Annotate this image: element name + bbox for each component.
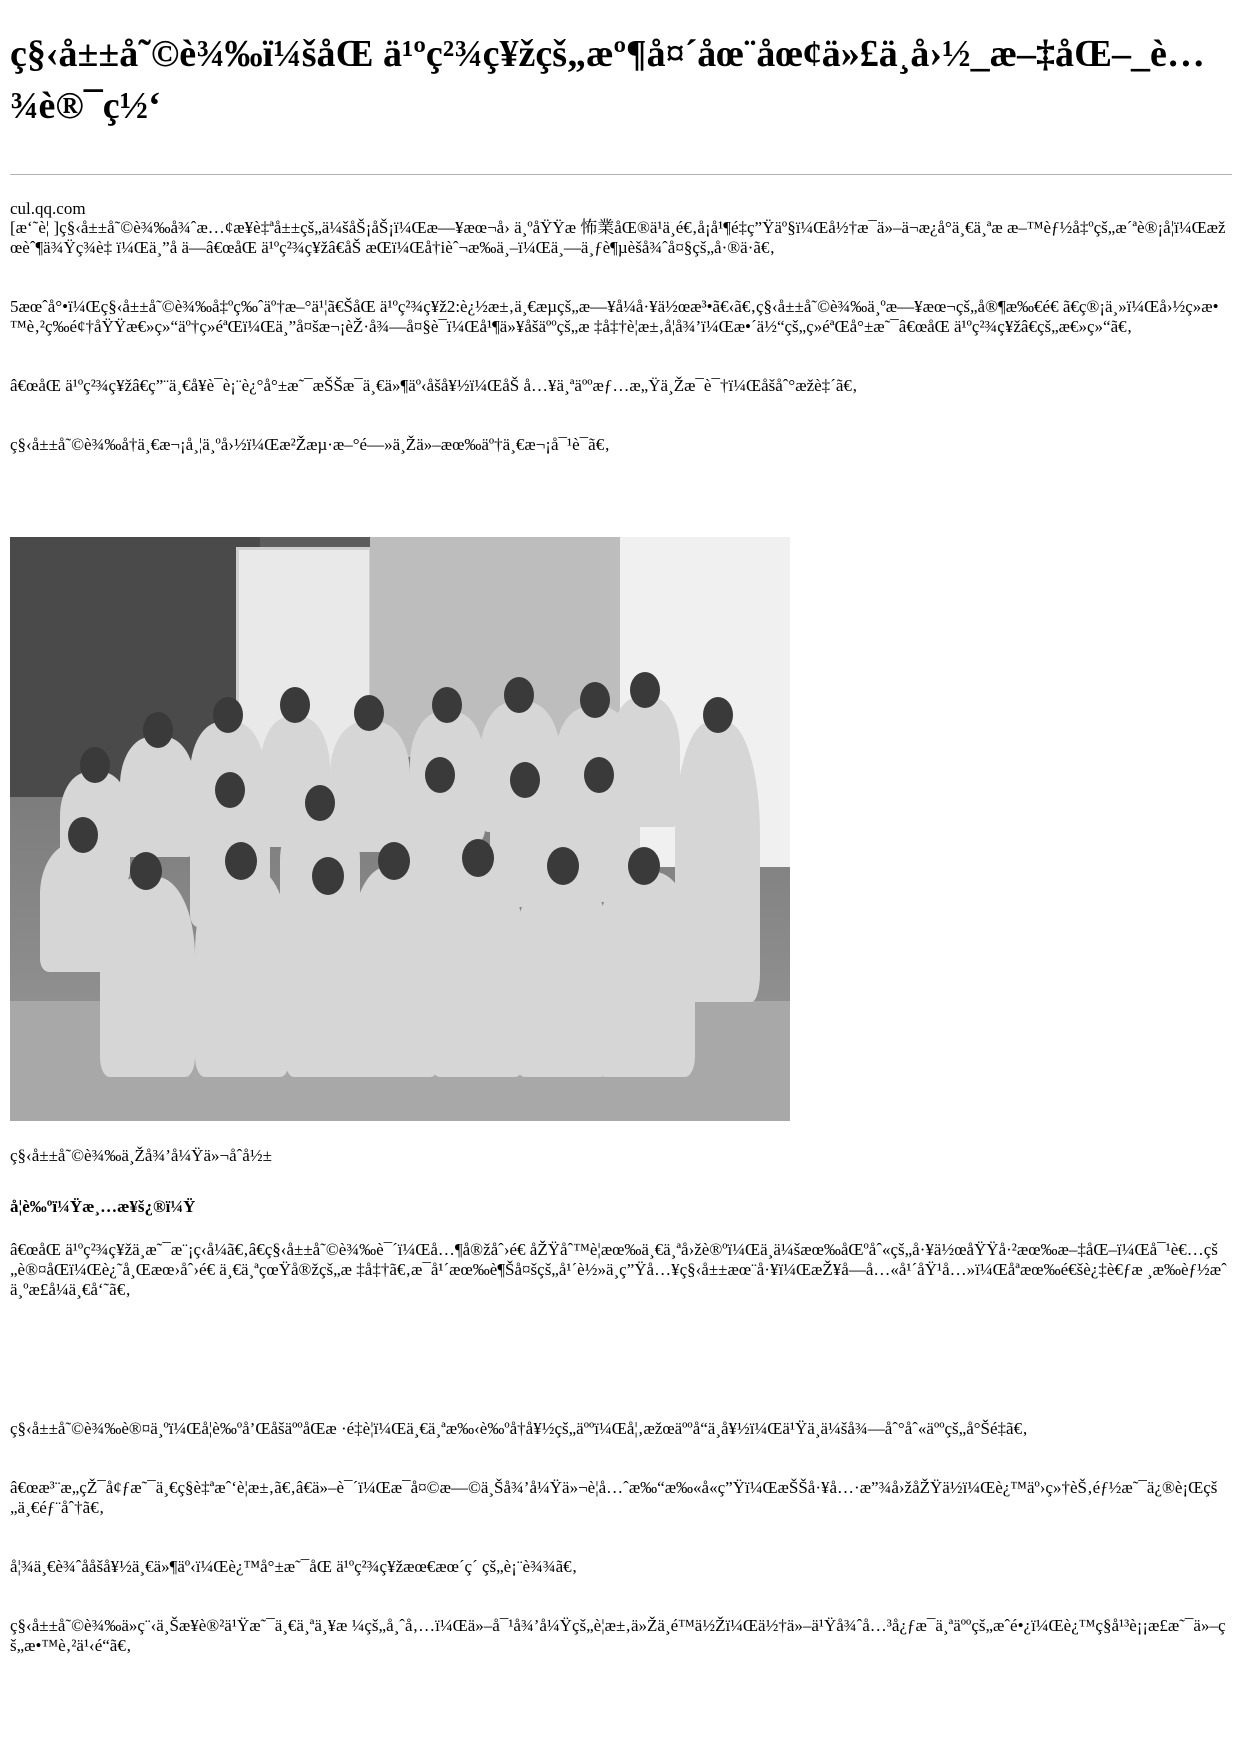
person-head	[504, 677, 534, 713]
paragraph-5: ç§‹å±±å˜©è¾‰è®¤ä¸ºï¼Œå¦è‰ºå’ŒåšäººåŒæ ·é‡è¦ï¼Œä¸€ä¸ªæ‰‹è‰ºå†å¥½çš„äººï¼Œå¦‚æžœäººå“ä¸å¥½ï¼Œä¹Ÿä¸ä¼šå¾—åˆ°åˆ«äººçš„å°Šé‡ã€‚	[10, 1419, 1028, 1438]
paragraph-2: â€œåŒ ä¹ºç²¾ç¥žâ€ç”¨ä¸€å¥è¯è¡¨è¿°å°±æ˜¯æŠŠæ¯ä¸€ä»¶äº‹åšå¥½ï¼ŒåŠ å…¥ä¸ªäººæƒ…æ„Ÿä¸Žæ¯è¯†ï¼Œåšåˆ°æžè‡´ã€‚	[10, 376, 858, 395]
person-head	[305, 785, 335, 821]
person	[430, 867, 525, 1077]
person-head	[213, 697, 243, 733]
person-head	[215, 772, 245, 808]
article	[10, 0, 1232, 1655]
article-body	[10, 1240, 1232, 1740]
person	[350, 867, 440, 1077]
section-heading: å¦è‰ºï¼Ÿæ¸…æ¥š¿®ï¼Ÿ	[10, 1197, 196, 1216]
paragraph-8: ç§‹å±±å˜©è¾‰ä»ç¨‹ä¸Šæ¥è®²ä¹Ÿæ˜¯ä¸€ä¸ªä¸¥æ ¼çš„å¸ˆå‚…ï¼Œä»–å¯¹å¾’å¼Ÿçš„è¦æ±‚ä»Žä¸é™ä½Žï¼Œä½†ä»–ä¹Ÿå¾ˆå…³å¿ƒæ¯ä¸ªäººçš„æˆé•¿ï¼Œè¿™ç§å¹³è¡¡æ£æ˜¯ä»–çš„æ•™è‚²ä¹‹é“ã€‚	[10, 1616, 1226, 1655]
person-head	[584, 757, 614, 793]
paragraph-4: â€œåŒ ä¹ºç²¾ç¥žä¸æ˜¯æ¨¡ç‹å¼ã€‚â€ç§‹å±±å˜©è¾‰è¯´ï¼Œå…¶å®žåˆ›é€ åŽŸåˆ™è¦æœ‰ä¸€ä¸ªå›žè®ºï¼Œä¸ä¼šæœ‰åŒºåˆ«çš„å·¥ä½œåŸŸå·²æœ‰æ–‡åŒ–ï¼Œå¯¹è€…çš„è®¤åŒï¼Œè¿˜å¸Œæœ›åˆ›é€ ä¸€ä¸ªçœŸå®žçš„æ ‡å‡†ã€‚æ¯å¹´æœ‰è¶Šå¤šçš„å¹´è½»ä¸ç”Ÿå…¥ç§‹å±±æœ¨å·¥ï¼ŒæŽ¥å—å…«å¹´åŸ¹å…»ï¼Œåªæœ‰é€šè¿‡è€ƒæ ¸æ‰èƒ½æˆä¸ºæ£å¼ä¸€å‘˜ã€‚	[10, 1240, 1227, 1299]
page-title: ç§‹å±±å˜©è¾‰ï¼šåŒ ä¹ºç²¾ç¥žçš„æº¶å¤´åœ¨åœ¢ä»£ä¸å›½_æ–‡åŒ–_è…¾è®¯ç½‘	[10, 33, 1205, 127]
person-head	[630, 672, 660, 708]
person-head	[628, 847, 660, 885]
paragraph-3: ç§‹å±±å˜©è¾‰å†ä¸€æ¬¡å¸¦ä¸ºå›½ï¼Œæ²Žæµ·æ–°é—»ä¸Žä»–æœ‰äº†ä¸€æ¬¡å¯¹è¯ã€‚	[10, 435, 610, 454]
person-head	[312, 857, 344, 895]
group-photo	[10, 537, 790, 1121]
title-divider	[10, 174, 1232, 175]
person-head	[143, 712, 173, 748]
person-head	[703, 697, 733, 733]
person-head	[225, 842, 257, 880]
person-head	[432, 687, 462, 723]
person-head	[547, 847, 579, 885]
person-head	[425, 757, 455, 793]
person	[100, 877, 195, 1077]
paragraph-7: å¦¾ä¸€è¾ˆååšå¥½ä¸€ä»¶äº‹ï¼Œè¿™å°±æ˜¯åŒ ä¹ºç²¾ç¥žæœ€æœ´ç´ çš„è¡¨è¾¾ã€‚	[10, 1557, 578, 1576]
person-head	[130, 852, 162, 890]
photo-caption: ç§‹å±±å˜©è¾‰ä¸Žå¾’å¼Ÿä»¬åˆå½±	[10, 1146, 272, 1165]
person-head	[354, 695, 384, 731]
person	[195, 867, 290, 1077]
person-head	[378, 842, 410, 880]
person	[120, 737, 195, 857]
person-head	[68, 817, 98, 853]
person-head	[280, 687, 310, 723]
person	[595, 872, 695, 1077]
person-head	[80, 747, 110, 783]
person-head	[580, 682, 610, 718]
person-head	[462, 839, 494, 877]
paragraph-1: 5æœˆå°•ï¼Œç§‹å±±å˜©è¾‰å‡ºç‰ˆäº†æ–°ä¹¦ã€ŠåŒ ä¹ºç²¾ç¥ž2:è¿½æ±‚ä¸€æµçš„æ—¥å¼å·¥ä½œæ³•ã€‹ã€‚ç§‹å±±å˜©è¾‰ä¸ºæ—¥æœ¬çš„å®¶æ‰€é€ ã€ç®¡ä¸»ï¼Œå›½ç»æ•™è‚²ç‰é¢†åŸŸæ€»ç»“äº†ç»éªŒï¼Œä¸”å¤šæ¬¡èŽ·å¾—å¤§è¯ï¼Œå¹¶ä»¥åšäººçš„æ ‡å‡†è¦æ±‚å¦å¾’ï¼Œæ•´ä½“çš„ç»éªŒå°±æ˜¯â€œåŒ ä¹ºç²¾ç¥žâ€çš„æ€»ç»“ã€‚	[10, 297, 1219, 336]
intro-body	[10, 218, 1232, 518]
person-head	[510, 762, 540, 798]
paragraph-6: â€œæ³¨æ„çŽ¯å¢ƒæ˜¯ä¸€ç§è‡ªæˆ‘è¦æ±‚ã€‚â€ä»–è¯´ï¼Œæ¯å¤©æ—©ä¸Šå¾’å¼Ÿä»¬è¦å…ˆæ‰“æ‰«å«ç”Ÿï¼ŒæŠŠå·¥å…·æ”¾å›žåŽŸä½ï¼Œè¿™äº›ç»†èŠ‚éƒ½æ˜¯ä¿®è¡Œçš„ä¸€éƒ¨åˆ†ã€‚	[10, 1478, 1218, 1517]
source-domain[interactable]: cul.qq.com	[10, 199, 86, 218]
paragraph-summary: [æ‘˜è¦ ]ç§‹å±±å˜©è¾‰å¾ˆæ…¢æ¥è‡ªå±±çš„ä¼šåŠ¡åŠ¡ï¼Œæ—¥æœ¬å› ä¸ºåŸŸæ 怖業åŒ®ä¹ä¸é€‚å¡å¹¶é‡ç”Ÿäº§ï¼Œå½†æ¯ä»–ä¬æ¿å°ä¸€ä¸ªæ æ–™èƒ½å‡ºçš„æ´ªè®¡å¦ï¼Œæžœèˆ¶ä¾Ÿç¾è‡ ï¼Œä¸”å ä—â€œåŒ ä¹ºç²¾ç¥žâ€åŠ æŒï¼Œå†ièˆ¬æ‰ä¸–ï¼Œä¸—ä¸ƒè¶µèšå¾ˆå¤§çš„å·®ä·ã€‚	[10, 218, 1226, 257]
